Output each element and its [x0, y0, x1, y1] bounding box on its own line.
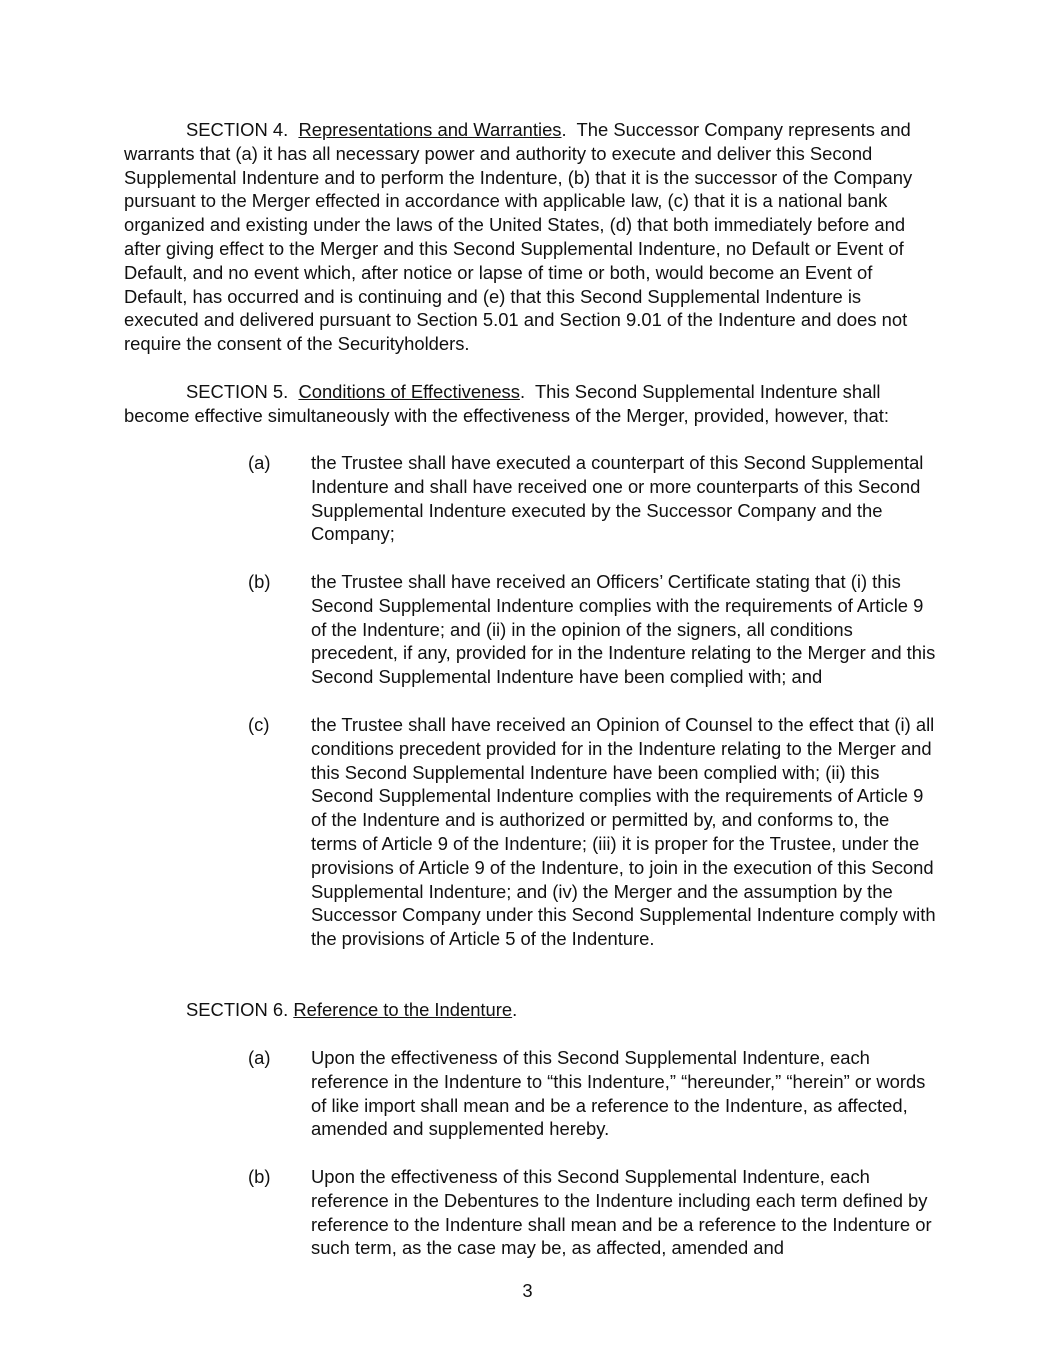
section-6-title-end: .: [512, 999, 518, 1020]
section-4-title: Representations and Warranties: [298, 119, 562, 140]
section-5-label: SECTION 5.: [186, 381, 289, 402]
section-5-paragraph: [124, 380, 934, 428]
section-6-label: SECTION 6.: [186, 999, 289, 1020]
list-item-text: Upon the effectiveness of this Second Supplemental Indenture, each reference in the Indenture to “this Indenture,” “hereunder,” “herein” or words of like import shall mean and be a reference to the Indenture, as affected, amended and supplemented hereby.: [311, 1047, 926, 1140]
section-6-heading: [186, 998, 517, 1022]
list-item-label: (c): [248, 714, 270, 735]
section-4-body: The Successor Company represents and warrants that (a) it has all necessary power and authority to execute and deliver this Second Supplemental Indenture and to perform the Indenture, (b) that it is the successor of the Company pursuant to the Merger effected in accordance with applicable law, (c) that it is a national bank organized and existing under the laws of the United States, (d) that both immediately before and after giving effect to the Merger and this Second Supplemental Indenture, no Default or Event of Default, and no event which, after notice or lapse of time or both, would become an Event of Default, has occurred and is continuing and (e) that this Second Supplemental Indenture is executed and delivered pursuant to Section 5.01 and Section 9.01 of the Indenture and does not require the consent of the Securityholders.: [124, 119, 913, 355]
list-item-label: (b): [248, 571, 271, 592]
section-4-title-end: .: [561, 119, 567, 140]
page-number: 3: [522, 1280, 533, 1301]
section-5-title: Conditions of Effectiveness: [298, 381, 520, 402]
list-item-text: the Trustee shall have received an Opinion of Counsel to the effect that (i) all conditions precedent provided for in the Indenture relating to the Merger and this Second Supplemental Indenture have been complied with; (ii) this Second Supplemental Indenture complies with the requirements of Article 9 of the Indenture and is authorized or permitted by, and conforms to, the terms of Article 9 of the Indenture; (iii) it is proper for the Trustee, under the provisions of Article 9 of the Indenture, to join in the execution of this Second Supplemental Indenture; and (iv) the Merger and the assumption by the Successor Company under this Second Supplemental Indenture comply with the provisions of Article 5 of the Indenture.: [311, 714, 936, 950]
list-item-text: Upon the effectiveness of this Second Supplemental Indenture, each reference in the Debentures to the Indenture including each term defined by reference to the Indenture shall mean and be a reference to the Indenture or such term, as the case may be, as affected, amended and: [311, 1166, 932, 1259]
list-item-text: the Trustee shall have received an Officers’ Certificate stating that (i) this Second Supplemental Indenture complies with the requirements of Article 9 of the Indenture; and (ii) in the opinion of the signers, all conditions precedent, if any, provided for in the Indenture relating to the Merger and this Second Supplemental Indenture have been complied with; and: [311, 571, 936, 688]
section-5-title-end: .: [519, 381, 526, 402]
section-4-paragraph: [124, 118, 934, 356]
section-6-title: Reference to the Indenture: [293, 999, 513, 1020]
list-item-label: (b): [248, 1166, 271, 1187]
section-5-body: This Second Supplemental Indenture shall become effective simultaneously with the effectiveness of the Merger, provided, however, that:: [124, 381, 889, 426]
list-item-label: (a): [248, 1047, 271, 1068]
section-4-label: SECTION 4.: [186, 119, 289, 140]
list-item-text: the Trustee shall have executed a counterpart of this Second Supplemental Indenture and shall have received one or more counterparts of this Second Supplemental Indenture executed by the Successor Company and the Company;: [311, 452, 924, 545]
list-item-label: (a): [248, 452, 271, 473]
